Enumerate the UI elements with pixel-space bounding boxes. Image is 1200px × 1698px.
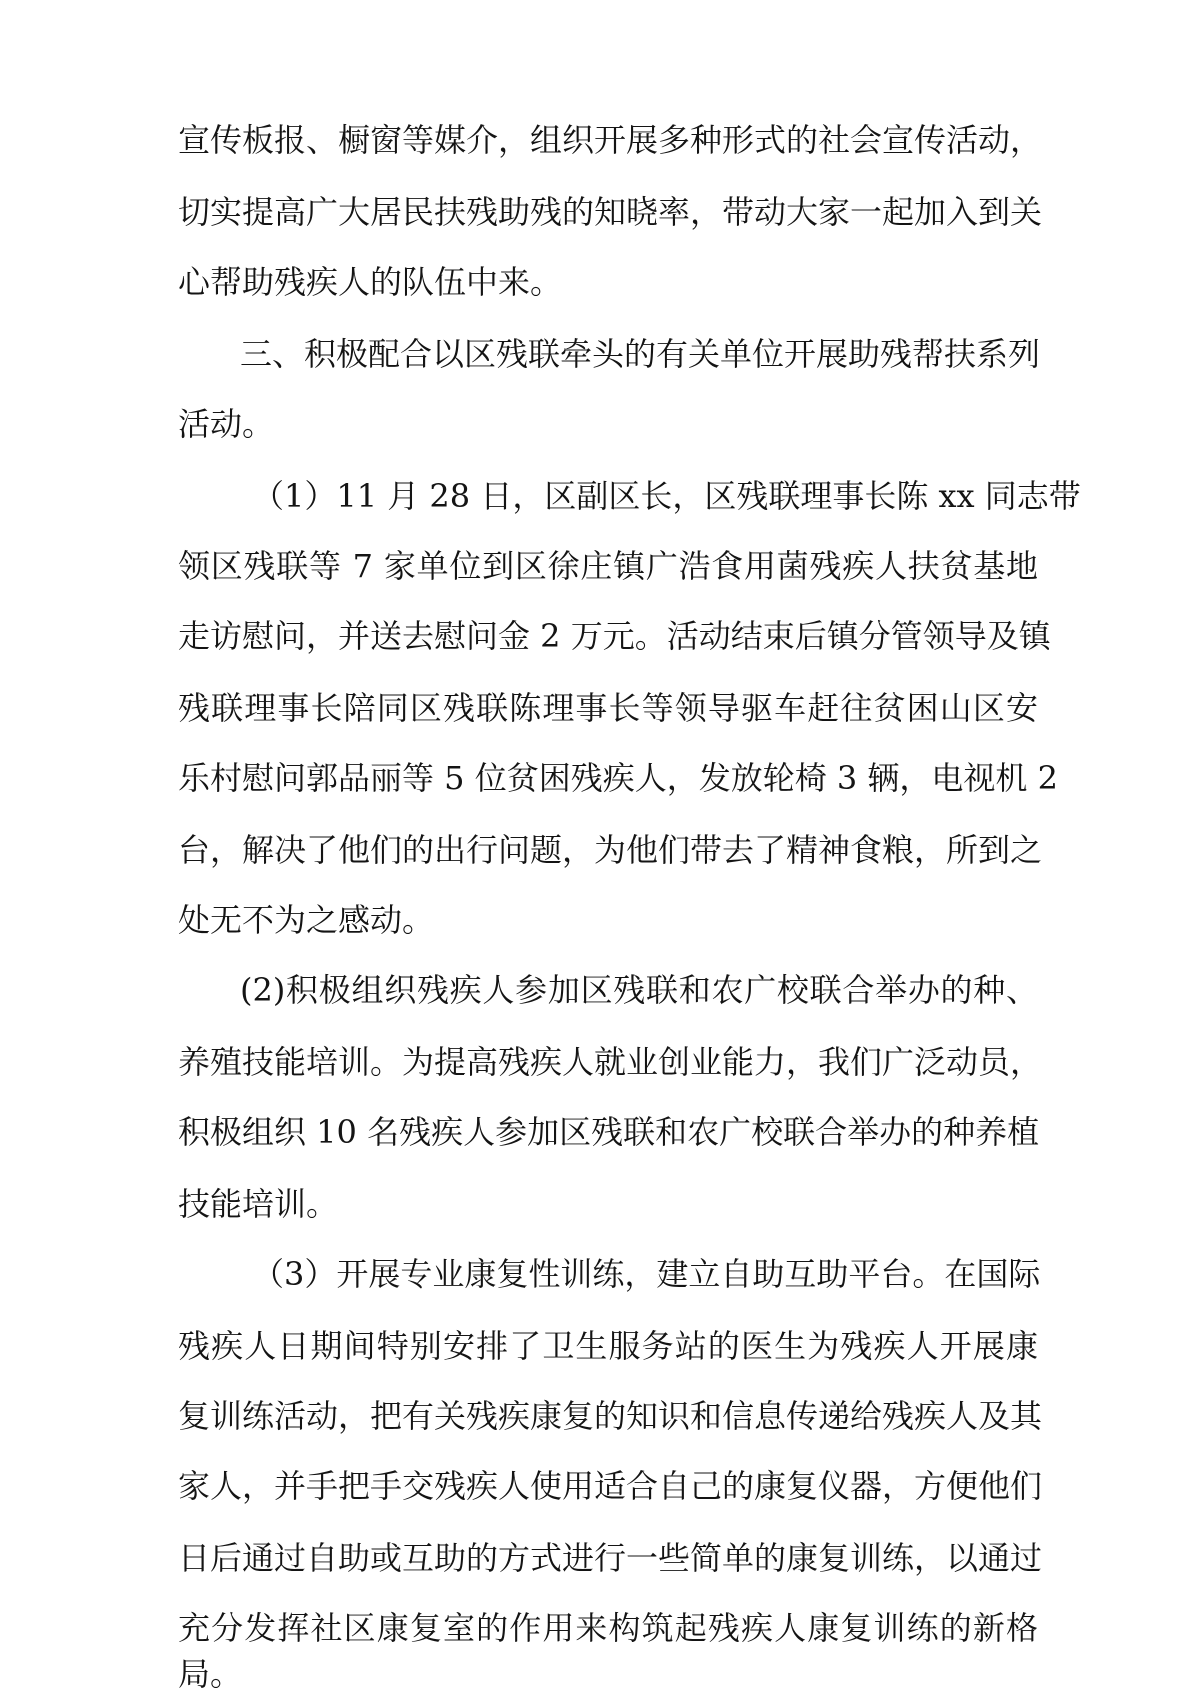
text-line: 家人，并手把手交残疾人使用适合自己的康复仪器，方便他们 xyxy=(178,1467,1043,1505)
text-line: 积极组织 10 名残疾人参加区残联和农广校联合举办的种养植 xyxy=(178,1113,1040,1151)
text-line: 残联理事长陪同区残联陈理事长等领导驱车赶往贫困山区安 xyxy=(178,689,1038,727)
text-line: 技能培训。 xyxy=(178,1185,339,1223)
text-line: 乐村慰问郭品丽等 5 位贫困残疾人，发放轮椅 3 辆，电视机 2 xyxy=(178,759,1058,797)
text-line: 局。 xyxy=(178,1655,243,1693)
text-line: 养殖技能培训。为提高残疾人就业创业能力，我们广泛动员， xyxy=(178,1043,1043,1081)
text-line: 切实提高广大居民扶残助残的知晓率，带动大家一起加入到关 xyxy=(178,193,1043,231)
text-line: 活动。 xyxy=(178,405,275,443)
text-line: 心帮助残疾人的队伍中来。 xyxy=(178,263,563,301)
text-line: 残疾人日期间特别安排了卫生服务站的医生为残疾人开展康 xyxy=(178,1327,1038,1365)
text-line: 处无不为之感动。 xyxy=(178,901,435,939)
text-line: 走访慰问，并送去慰问金 2 万元。活动结束后镇分管领导及镇 xyxy=(178,617,1051,655)
text-line: 领区残联等 7 家单位到区徐庄镇广浩食用菌残疾人扶贫基地 xyxy=(178,547,1038,585)
text-line: 日后通过自助或互助的方式进行一些简单的康复训练，以通过 xyxy=(178,1539,1043,1577)
text-line: （1）11 月 28 日，区副区长，区残联理事长陈 xx 同志带 xyxy=(252,477,1081,515)
text-line: 宣传板报、橱窗等媒介，组织开展多种形式的社会宣传活动， xyxy=(178,121,1043,159)
text-line: （3）开展专业康复性训练，建立自助互助平台。在国际 xyxy=(252,1255,1041,1293)
text-line: 复训练活动，把有关残疾康复的知识和信息传递给残疾人及其 xyxy=(178,1397,1043,1435)
section-heading: 三、积极配合以区残联牵头的有关单位开展助残帮扶系列 xyxy=(240,335,1041,373)
text-line: 台，解决了他们的出行问题，为他们带去了精神食粮，所到之 xyxy=(178,831,1043,869)
text-line: 充分发挥社区康复室的作用来构筑起残疾人康复训练的新格 xyxy=(178,1609,1038,1647)
text-line: (2)积极组织残疾人参加区残联和农广校联合举办的种、 xyxy=(240,971,1038,1009)
